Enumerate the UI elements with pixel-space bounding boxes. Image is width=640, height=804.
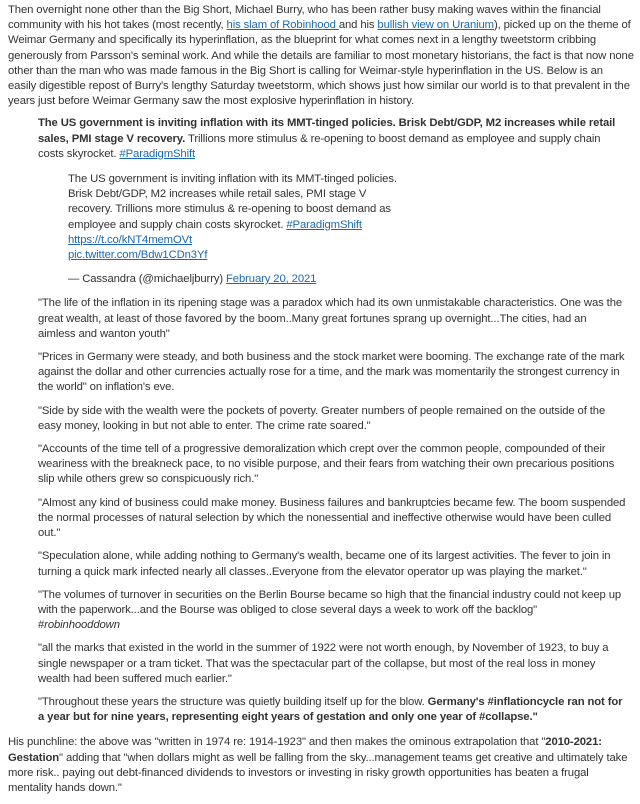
structure-bold-text: Germany's #inflationcycle ran not for a year but for nine years, representing eight years of gestation and only one year of #collapse." [38,695,623,724]
tweet-text [68,172,408,263]
tweet-hashtag-link[interactable]: #ParadigmShift [286,218,362,231]
embedded-tweet [68,172,408,287]
intro-paragraph [8,3,634,109]
paradigm-shift-hashtag-link[interactable]: #ParadigmShift [119,147,196,160]
quote-paragraph: "The life of the inflation in its ripening stage was a paradox which had its own unmistakable characteristics. One was the great wealth, at least of those favored by the boom..Many great fortunes sprang up overnight...The cities, had an aimless and wanton youth" [38,297,623,340]
conclusion-text: His punchline: the above was "written in 1974 re: 1914-1923" and then makes the ominous extrapolation that " [8,736,546,749]
robinhooddown-hashtag: robinhooddown [44,619,120,632]
tweet-url-link[interactable]: https://t.co/kNT4memOVt [68,233,193,246]
quote-paragraph: "Prices in Germany were steady, and both business and the stock market were booming. The exchange rate of the mark against the dollar and other currencies actually rose for a time, and the mark was momentarily the strongest currency in the world" on inflation's eve. [38,351,625,394]
bourse-quote-paragraph [38,588,626,634]
conclusion-text: " adding that "when dollars might as well be falling from the sky...management teams get creative and ultimately take more risk.. paying out debt-financed dividends to investors or investing in risky growth opportunities has beaten a frugal mentality hands down." [8,751,628,794]
quote-paragraph: "Speculation alone, while adding nothing to Germany's wealth, became one of its largest activities. The fever to join in turning a quick mark infected nearly all classes..Everyone from the elevator operator up was playing the market." [38,550,611,578]
conclusion-paragraph [8,735,634,796]
robinhood-slam-link[interactable]: his slam of Robinhood [226,19,339,32]
uranium-view-link[interactable]: bullish view on Uranium [377,19,494,32]
quote-paragraph: "Almost any kind of business could make money. Business failures and bankruptcies became few. The boom suspended the normal processes of natural selection by which the nonessential and ineffective otherwise would have been culled out." [38,496,626,540]
conclusion-bold-text: 2010-2021: Gestation [8,736,602,764]
intro-text: Then overnight none other than the Big Short, Michael Burry, who has been rather busy making waves within the financial community with his hot takes (most recently, [8,4,601,32]
quote-paragraph: "Accounts of the time tell of a progressive demoralization which crept over the common people, compounded of their weariness with the breakneck pace, to no visible purpose, and their fears from watching their own precarious positions slip while others grew so conspicuously rich." [38,443,615,486]
tweet-attribution [68,272,408,287]
structure-text: "Throughout these years the structure was quietly building itself up for the blow. [38,695,428,708]
structure-quote-paragraph [38,695,626,725]
intro-text: and his [338,19,378,32]
tweet-body: The US government is inviting inflation with its MMT-tinged policies. Brisk Debt/GDP, M2 increases while retail sales, PMI stage V recovery. Trillions more stimulus & re-opening to boost demand as employee and supply chain costs skyrocket. [68,173,397,231]
quote-paragraph: "Side by side with the wealth were the pockets of poverty. Greater numbers of people remained on the outside of the easy money, looking in but not able to enter. The crime rate soared." [38,404,606,432]
tweet-pic-link[interactable]: pic.twitter.com/Bdw1CDn3Yf [68,249,208,262]
lead-text: Trillions more stimulus & re-opening to boost demand as employee and supply chain costs skyrocket. [38,132,601,160]
tweet-date-link[interactable]: February 20, 2021 [226,273,317,286]
blockquote-lead [38,116,626,162]
lead-bold-text: The US government is inviting inflation with its MMT-tinged policies. Brisk Debt/GDP, M2 increases while retail sales, PMI stage V recovery. [38,117,616,145]
intro-text: ), picked up on the theme of Weimar Germany and specifically its hyperinflation, as the blueprint for what comes next in a lengthy tweetstorm cribbing generously from Parsson's seminal work. And while the details are familiar to most monetary historians, the fact is that now none other than the man who was made famous in the Big Short is calling for Weimar-style hyperinflation in the US. Below is an easily digestible repost of Burry's lengthy Saturday tweetstorm, which shows just how similar our world is to that prevalent in the years just before Weimar Germany saw the most explosive hyperinflation in history. [8,19,634,108]
tweet-author: — Cassandra (@michaeljburry) [68,273,227,286]
bourse-quote-text: "The volumes of turnover in securities on the Berlin Bourse became so high that the financial industry could not keep up with the paperwork...and the Bourse was obliged to close several days a week to work off the backlog" [38,588,622,616]
hashtag-symbol: # [38,619,45,632]
tweetstorm-blockquote [38,116,626,725]
quote-paragraph: "all the marks that existed in the world in the summer of 1922 were not worth enough, by November of 1923, to buy a single newspaper or a tram ticket. That was the spectacular part of the collapse, but most of the real loss in money wealth had been suffered much earlier." [38,642,609,685]
